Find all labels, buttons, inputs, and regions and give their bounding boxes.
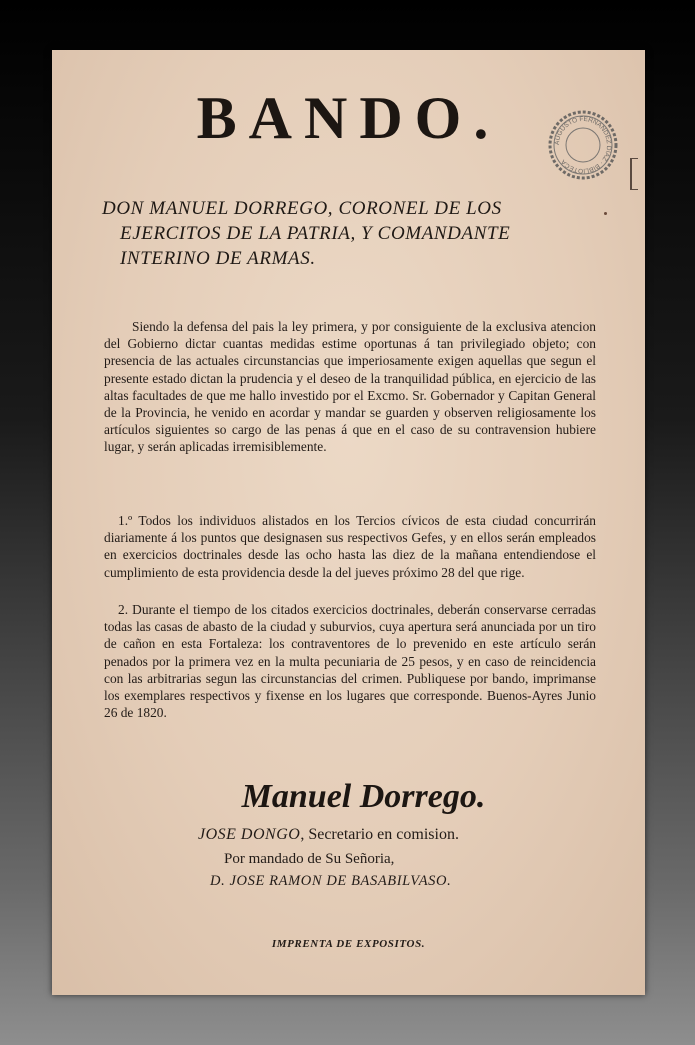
heading-line-1: DON MANUEL DORREGO, CORONEL DE LOS [102, 198, 502, 219]
broadside-document [52, 50, 645, 995]
heading-line-2: EJERCITOS DE LA PATRIA, Y COMANDANTE [120, 223, 511, 244]
preamble-paragraph: Siendo la defensa del pais la ley primera, y por consiguiente de la exclusiva atencion del Gobierno dictar cuantas medidas estime oportunas á tan privilegiado objeto; con presencia de las actuales circunstancias que imperiosamente exigen aquellas que segun el presente estado dictan la prudencia y el deseo de la tranquilidad pública, en ejercicio de las altas facultades de que me hallo investido por el Excmo. Sr. Gobernador y Capitan General de la Provincia, he venido en acordar y mandar se guarden y observen religiosamente los artículos siguientes so cargo de las penas á que en el caso de su contravension hubiere lugar, y serán aplicadas irremisiblemente. [104, 319, 596, 455]
printer-imprint: IMPRENTA DE EXPOSITOS. [271, 938, 426, 950]
proclamation-heading [102, 196, 582, 271]
secretary-name: JOSE DONGO [198, 826, 301, 843]
article-1-paragraph: 1.º Todos los individuos alistados en los Tercios cívicos de esta ciudad concurrirán diariamente á los puntos que designasen sus respectivos Gefes, y en ellos serán empleados en exercicios doctrinales desde las ocho hasta las diez de la mañana entendiendose el cumplimiento de esta providencia desde la del jueves próximo 28 del que rige. [104, 513, 596, 580]
secretary-line [198, 826, 459, 844]
document-title: BANDO. [196, 85, 501, 151]
official-name: D. JOSE RAMON DE BASABILVASO. [210, 873, 452, 889]
secretary-role: , Secretario en comision. [300, 826, 459, 843]
edge-mark [630, 158, 638, 190]
mandado-line: Por mandado de Su Señoria, [224, 851, 395, 867]
ink-spot [604, 212, 607, 215]
heading-line-3: INTERINO DE ARMAS. [120, 248, 316, 269]
signature: Manuel Dorrego. [241, 778, 486, 815]
article-2-paragraph: 2. Durante el tiempo de los citados exercicios doctrinales, deberán conservarse cerradas todas las casas de abasto de la ciudad y suburvios, cuya apertura será anunciada por un tiro de cañon en esta Fortaleza: los contraventores de lo prevenido en este artículo serán penados por la primera vez en la multa pecuniaria de 25 pesos, y en caso de reincidencia con las arbitrarias segun las circunstancias del crimen. Publiquese por bando, imprimanse los exemplares respectivos y fixense en los lugares que corresponde. Buenos-Ayres Junio 26 de 1820. [104, 602, 596, 721]
library-stamp-icon [548, 110, 618, 180]
stamp-text: AUGUSTO FERNANDEZ DIAZ · BIBLIOTECA [553, 115, 613, 175]
